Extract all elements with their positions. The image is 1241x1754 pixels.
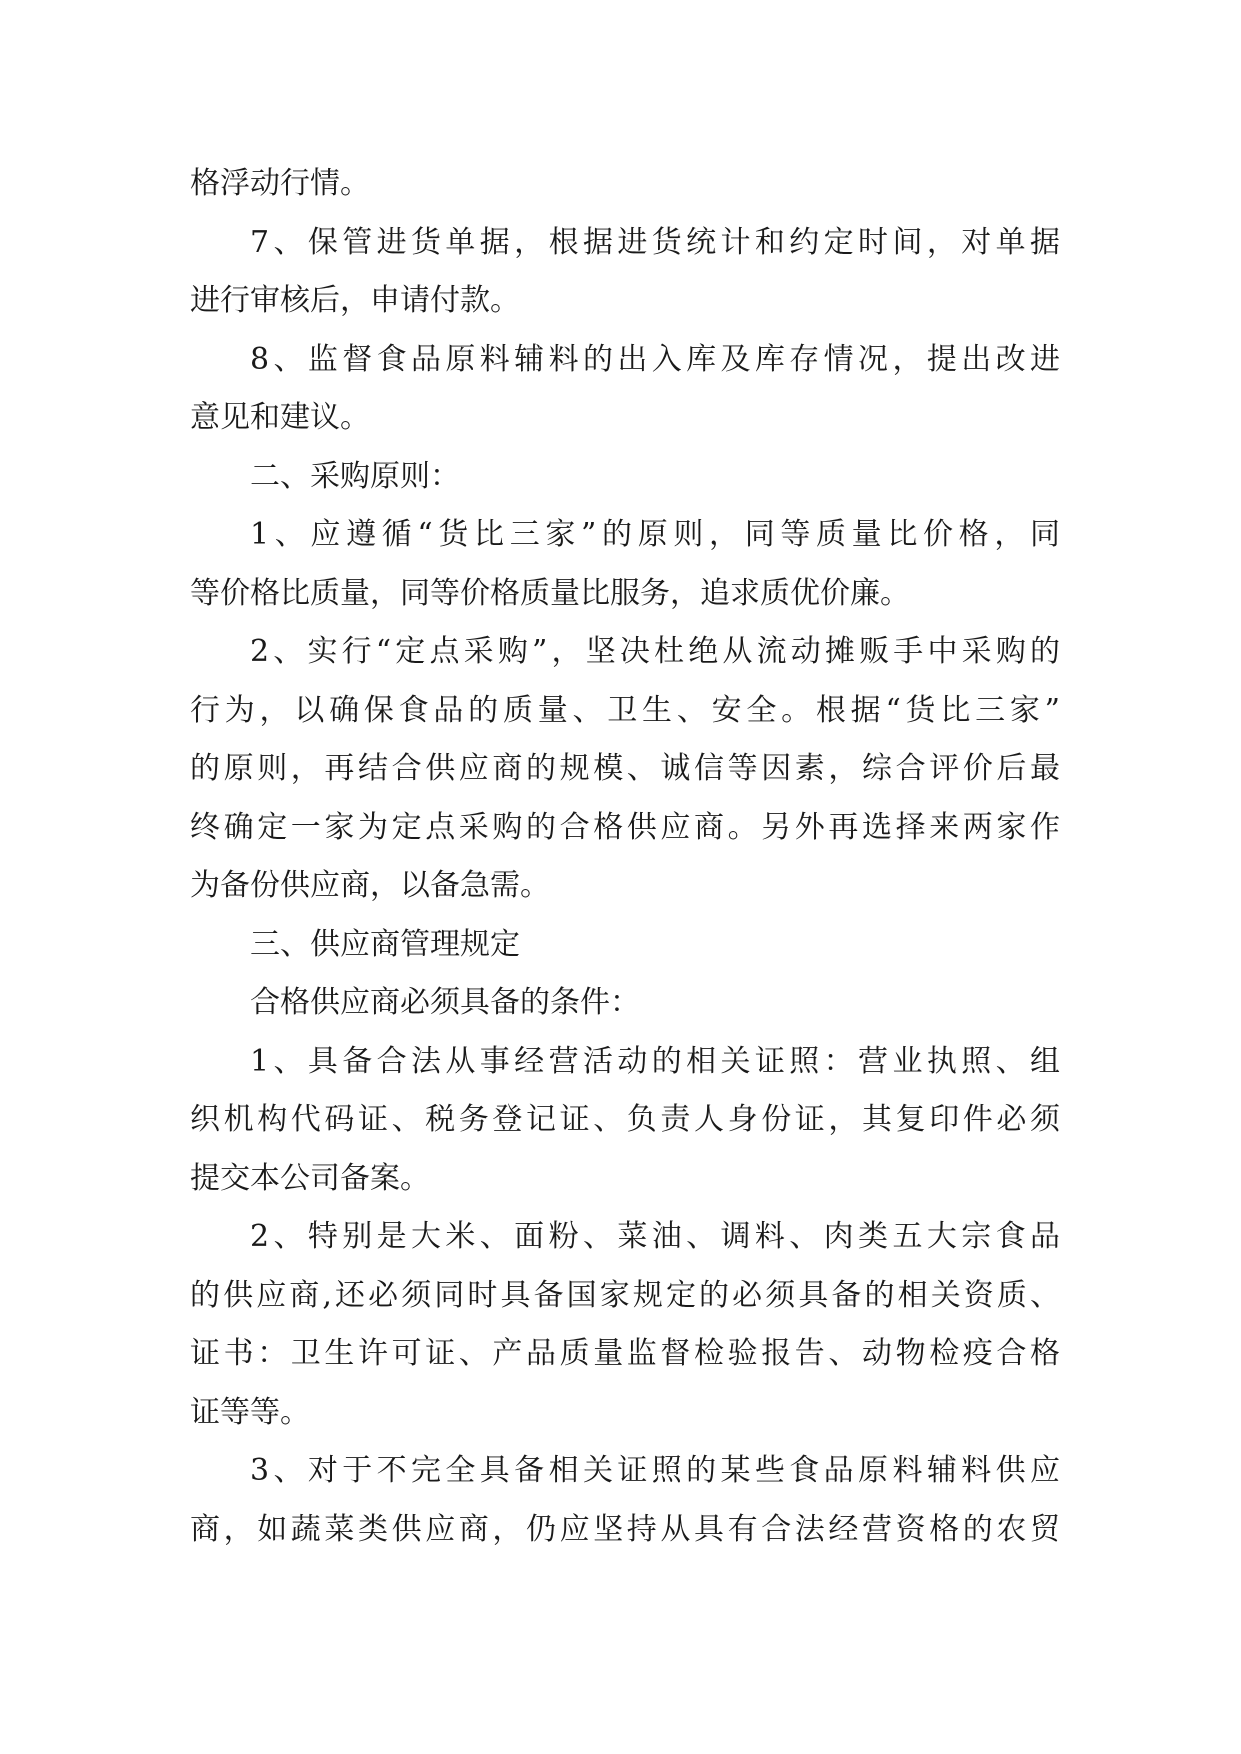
text-line: 进行审核后，申请付款。 <box>190 283 520 318</box>
text-line: 为备份供应商，以备急需。 <box>190 868 550 903</box>
text-line: 二、采购原则： <box>250 458 460 494</box>
text-line: 织机构代码证、税务登记证、负责人身份证，其复印件必须 <box>190 1102 1060 1137</box>
text-line: 7、保管进货单据，根据进货统计和约定时间，对单据 <box>250 224 1060 260</box>
text-line: 1、应遵循“货比三家”的原则，同等质量比价格，同 <box>250 517 1060 552</box>
text-line: 等价格比质量，同等价格质量比服务，追求质优价廉。 <box>190 575 910 611</box>
text-line: 意见和建议。 <box>190 400 370 435</box>
document-body <box>190 155 1060 1559</box>
text-line: 行为，以确保食品的质量、卫生、安全。根据“货比三家” <box>190 692 1060 728</box>
text-line: 格浮动行情。 <box>190 166 370 201</box>
text-line: 2、实行“定点采购”，坚决杜绝从流动摊贩手中采购的 <box>250 634 1060 669</box>
text-line: 的供应商,还必须同时具备国家规定的必须具备的相关资质、 <box>190 1277 1060 1313</box>
text-line: 8、监督食品原料辅料的出入库及库存情况，提出改进 <box>250 341 1060 377</box>
text-line: 1、具备合法从事经营活动的相关证照：营业执照、组 <box>250 1043 1060 1079</box>
text-line: 终确定一家为定点采购的合格供应商。另外再选择来两家作 <box>190 809 1060 845</box>
text-line: 证等等。 <box>190 1394 310 1430</box>
text-line: 2、特别是大米、面粉、菜油、调料、肉类五大宗食品 <box>250 1219 1060 1254</box>
text-line: 的原则，再结合供应商的规模、诚信等因素，综合评价后最 <box>190 751 1060 786</box>
text-line: 证书：卫生许可证、产品质量监督检验报告、动物检疫合格 <box>190 1336 1060 1371</box>
text-line: 提交本公司备案。 <box>190 1160 430 1196</box>
text-line: 商，如蔬菜类供应商，仍应坚持从具有合法经营资格的农贸 <box>190 1511 1060 1547</box>
text-line: 合格供应商必须具备的条件： <box>250 985 640 1020</box>
text-line: 三、供应商管理规定 <box>250 926 520 962</box>
text-line: 3、对于不完全具备相关证照的某些食品原料辅料供应 <box>250 1453 1060 1488</box>
